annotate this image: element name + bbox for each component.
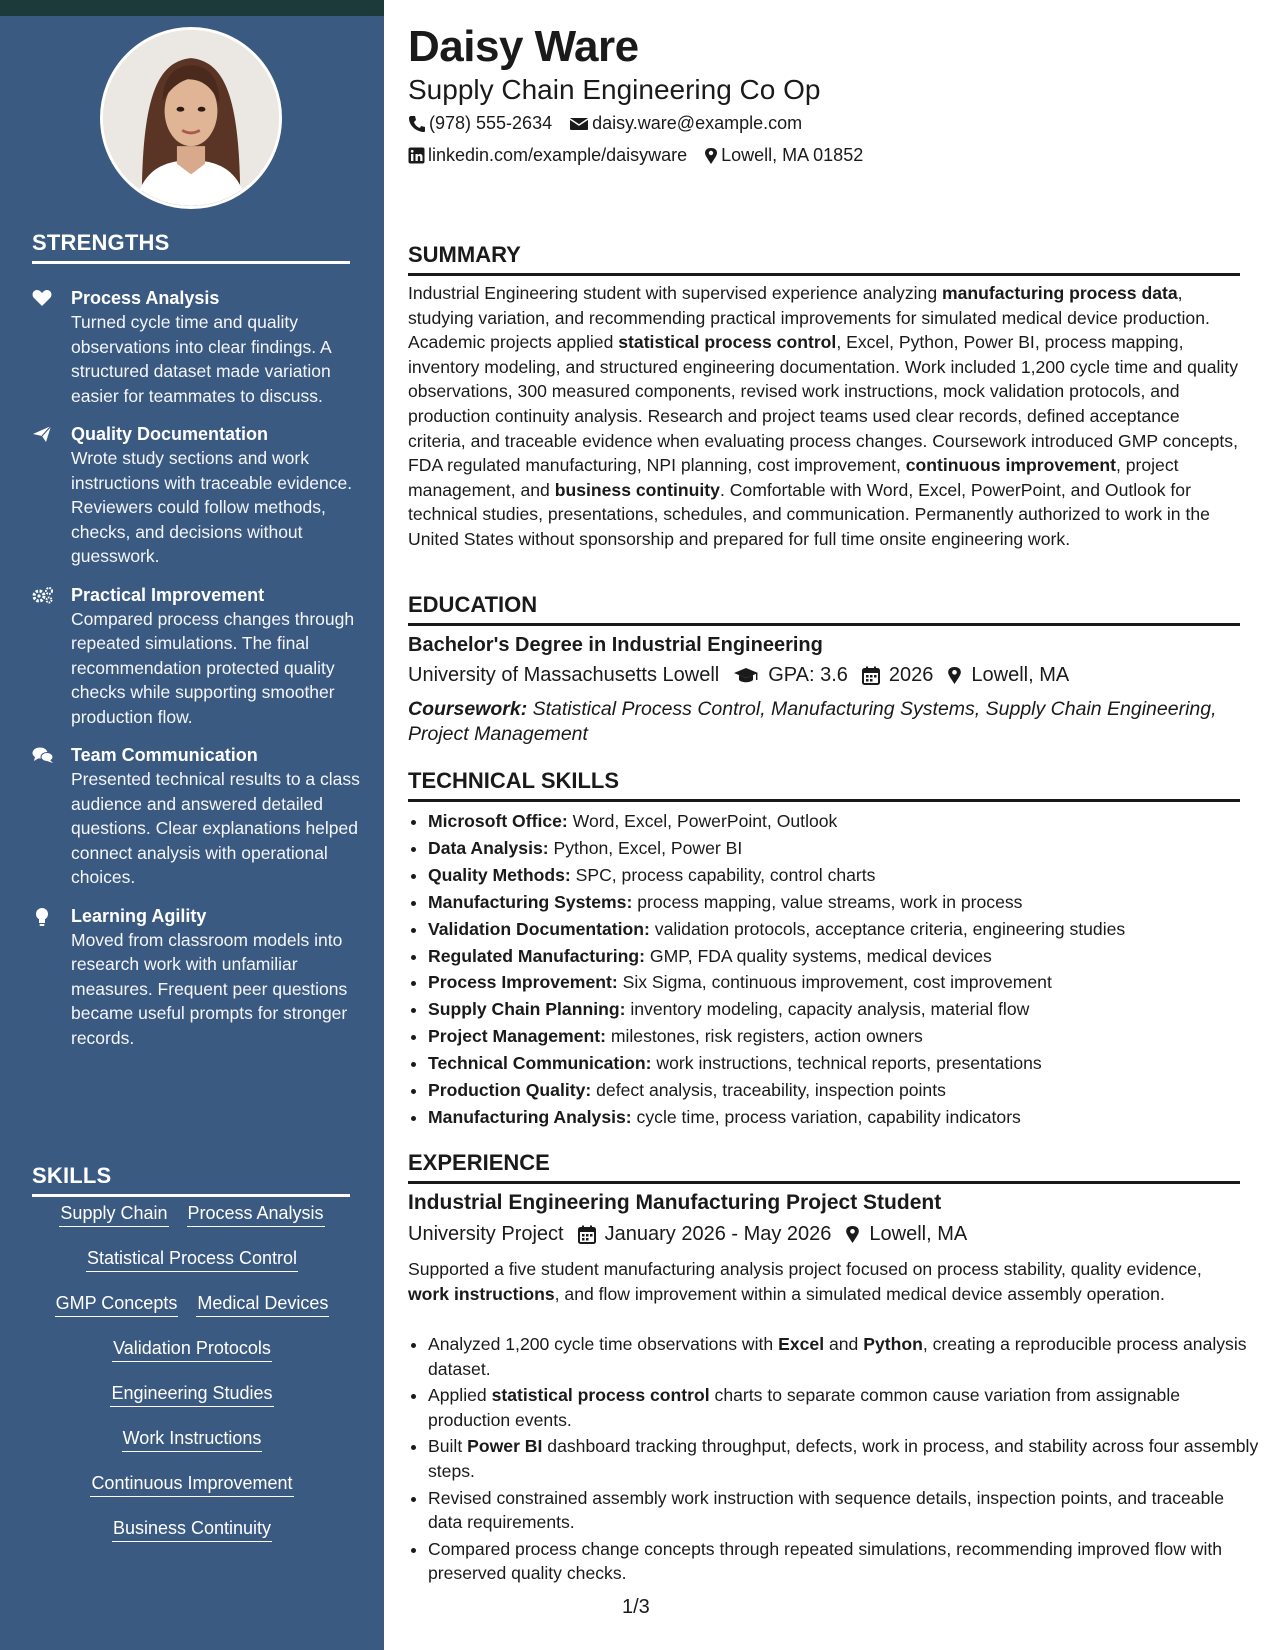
intro-text-run: , and flow improvement within a simulated medical device assembly operation. <box>554 1283 1165 1304</box>
skill-label: Validation Documentation: <box>428 918 650 939</box>
list-item: • Analyzed 1,200 cycle time observations with Excel and Python, creating a reproducible process analysis dataset. <box>428 1332 1260 1381</box>
list-item: • Compared process change concepts through repeated simulations, recommending improved flow with preserved quality checks. <box>428 1537 1260 1586</box>
skill-value: milestones, risk registers, action owners <box>605 1026 923 1047</box>
job-bullets <box>408 1332 1260 1588</box>
job-meta <box>408 1223 981 1246</box>
strength-title: Team Communication <box>71 745 258 765</box>
skill-chip: Work Instructions <box>122 1425 263 1452</box>
skill-value: Python, Excel, Power BI <box>548 837 743 858</box>
skill-label: Quality Methods: <box>428 864 571 885</box>
summary-text-run: Industrial Engineering student with supervised experience analyzing <box>408 283 942 303</box>
gears-icon <box>32 586 54 606</box>
skill-label: Manufacturing Systems: <box>428 891 633 912</box>
coursework-text <box>408 697 1240 747</box>
map-pin-icon <box>845 1225 860 1244</box>
strengths-list <box>30 286 360 1064</box>
education-meta <box>408 664 1083 687</box>
contact-line-2 <box>408 145 880 166</box>
skill-value: process mapping, value streams, work in process <box>632 891 1023 912</box>
strength-description: Moved from classroom models into research work with unfamiliar measures. Frequent peer questions became useful prompts for stronger records. <box>71 929 348 1048</box>
skill-chip: Medical Devices <box>196 1290 329 1317</box>
skill-value: defect analysis, traceability, inspection points <box>591 1080 946 1101</box>
intro-bold-run: work instructions <box>408 1283 555 1304</box>
strength-title: Quality Documentation <box>71 424 269 444</box>
envelope-icon <box>569 116 589 132</box>
skill-value: Six Sigma, continuous improvement, cost improvement <box>617 972 1052 993</box>
strength-item <box>30 422 360 569</box>
phone-icon <box>408 115 426 133</box>
graduation-cap-icon <box>733 667 759 685</box>
list-item <box>428 1023 1260 1050</box>
profile-photo <box>100 27 282 209</box>
job-dates: January 2026 - May 2026 <box>604 1223 832 1245</box>
summary-bold-run: statistical process control <box>618 332 837 353</box>
strengths-heading: STRENGTHS <box>32 230 350 264</box>
strength-description: Turned cycle time and quality observations into clear findings. A structured dataset made variation easier for teammates to discuss. <box>71 312 331 406</box>
skill-chip: Engineering Studies <box>110 1380 273 1407</box>
skill-label: Technical Communication: <box>428 1053 652 1074</box>
sidebar-top-band <box>0 0 384 16</box>
education-heading: EDUCATION <box>408 592 1240 626</box>
summary-bold-run: continuous improvement <box>905 455 1116 476</box>
summary-heading: SUMMARY <box>408 242 1240 276</box>
skills-cloud <box>20 1200 364 1560</box>
phone-text: (978) 555-2634 <box>429 113 553 133</box>
skill-value: GMP, FDA quality systems, medical devices <box>645 945 992 966</box>
summary-bold-run: manufacturing process data <box>942 283 1178 303</box>
list-item <box>428 969 1260 996</box>
summary-bold-run: business continuity <box>554 479 720 500</box>
skills-heading: SKILLS <box>32 1163 350 1197</box>
coursework-label: Coursework: <box>408 698 528 720</box>
list-item: • Applied statistical process control charts to separate common cause variation from assignable production events. <box>428 1383 1260 1432</box>
linkedin-text[interactable]: linkedin.com/example/daisyware <box>428 145 688 165</box>
skill-chip: Process Analysis <box>187 1200 325 1227</box>
school-name: University of Massachusetts Lowell <box>408 664 720 686</box>
skill-value: cycle time, process variation, capability indicators <box>631 1106 1021 1127</box>
list-item <box>428 889 1260 916</box>
experience-heading: EXPERIENCE <box>408 1150 1240 1184</box>
summary-text <box>408 281 1240 552</box>
summary-text-run: , Excel, Python, Power BI, process mapping, inventory modeling, and structured engineering documentation. Work included 1,200 cycle time and quality observations, 300 measured components, revised work instructions, mock validation protocols, and production continuity analysis. Research and project teams used clear records, defined acceptance criteria, and traceable evidence when evaluating process changes. Coursework introduced GMP concepts, FDA regulated manufacturing, NPI planning, cost improvement, <box>408 332 1238 476</box>
linkedin-icon <box>408 147 425 164</box>
email-text[interactable]: daisy.ware@example.com <box>592 113 803 133</box>
skill-label: Data Analysis: <box>428 837 549 858</box>
contact-line-1 <box>408 113 819 134</box>
intro-text-run: Supported a five student manufacturing analysis project focused on process stability, quality evidence, <box>408 1259 1202 1279</box>
list-item: • Revised constrained assembly work instruction with sequence details, inspection points, and traceable data requirements. <box>428 1486 1260 1535</box>
skill-chip: Supply Chain <box>59 1200 168 1227</box>
sidebar <box>0 0 384 1650</box>
coursework-list: Statistical Process Control, Manufacturing Systems, Supply Chain Engineering, Project Management <box>408 698 1217 745</box>
skill-value: inventory modeling, capacity analysis, material flow <box>625 999 1030 1020</box>
strength-title: Learning Agility <box>71 905 207 926</box>
strength-item <box>30 743 360 890</box>
portrait-image <box>103 30 279 206</box>
skill-chip: GMP Concepts <box>55 1290 179 1317</box>
skill-label: Process Improvement: <box>428 972 618 993</box>
calendar-icon <box>862 666 880 685</box>
strength-description: Compared process changes through repeated simulations. The final recommendation protected quality checks while supporting smoother production flow. <box>71 608 355 727</box>
list-item <box>428 1050 1260 1077</box>
skill-value: validation protocols, acceptance criteria, engineering studies <box>649 918 1126 939</box>
page-number: 1/3 <box>622 1596 650 1618</box>
list-item <box>428 862 1260 889</box>
list-item: • Built Power BI dashboard tracking throughput, defects, work in process, and stability across four assembly steps. <box>428 1434 1260 1483</box>
job-title: Industrial Engineering Manufacturing Project Student <box>408 1191 942 1214</box>
skill-label: Project Management: <box>428 1026 606 1047</box>
skill-chip: Statistical Process Control <box>86 1245 298 1272</box>
chat-bubbles-icon <box>32 746 54 766</box>
gpa-text: GPA: 3.6 <box>768 664 848 686</box>
summary-text-run: . Comfortable with Word, Excel, PowerPoint, and Outlook for technical studies, presentations, schedules, and communication. Permanently authorized to work in the United States without sponsorship and prepared for full time onsite engineering work. <box>408 479 1210 549</box>
graduation-year: 2026 <box>888 664 934 686</box>
list-item <box>428 943 1260 970</box>
strength-description: Wrote study sections and work instructions with traceable evidence. Reviewers could follow methods, checks, and decisions without guesswork. <box>71 448 353 566</box>
skill-label: Regulated Manufacturing: <box>428 945 645 966</box>
strength-item <box>30 904 360 1051</box>
strength-description: Presented technical results to a class audience and answered detailed questions. Clear explanations helped connect analysis with operational choices. <box>71 769 360 887</box>
technical-skills-heading: TECHNICAL SKILLS <box>408 768 1240 802</box>
strength-item <box>30 583 360 730</box>
candidate-name: Daisy Ware <box>408 22 639 71</box>
heart-icon <box>32 289 54 309</box>
skill-value: SPC, process capability, control charts <box>570 864 876 885</box>
calendar-icon <box>578 1225 596 1244</box>
paper-plane-icon <box>32 425 54 445</box>
phone-contact <box>408 113 552 134</box>
location-text: Lowell, MA 01852 <box>721 145 864 165</box>
list-item <box>428 996 1260 1023</box>
skill-chip: Validation Protocols <box>112 1335 272 1362</box>
email-contact[interactable] <box>569 113 802 134</box>
summary-text-run: , project management, and <box>408 455 1179 500</box>
skill-chip: Business Continuity <box>112 1515 272 1542</box>
map-pin-icon <box>947 666 962 685</box>
job-location: Lowell, MA <box>869 1223 968 1245</box>
skill-label: Manufacturing Analysis: <box>428 1106 632 1127</box>
summary-text-run: , studying variation, and recommending practical improvements for simulated medical device production. Academic projects applied <box>408 283 1210 353</box>
candidate-title: Supply Chain Engineering Co Op <box>408 74 821 105</box>
skill-label: Supply Chain Planning: <box>428 999 626 1020</box>
school-location: Lowell, MA <box>971 664 1070 686</box>
list-item <box>428 916 1260 943</box>
skill-label: Production Quality: <box>428 1080 592 1101</box>
location-contact <box>704 145 863 166</box>
list-item <box>428 808 1260 835</box>
list-item <box>428 835 1260 862</box>
skill-label: Microsoft Office: <box>428 811 568 831</box>
map-pin-icon <box>704 147 718 165</box>
lightbulb-icon <box>32 907 54 927</box>
strength-item <box>30 286 360 408</box>
skill-value: work instructions, technical reports, presentations <box>651 1053 1042 1074</box>
linkedin-contact[interactable] <box>408 145 687 166</box>
strength-title: Process Analysis <box>71 288 220 308</box>
list-item <box>428 1077 1260 1104</box>
skill-value: Word, Excel, PowerPoint, Outlook <box>567 811 838 831</box>
list-item <box>428 1104 1260 1131</box>
job-organization: University Project <box>408 1223 564 1245</box>
job-intro <box>408 1257 1240 1306</box>
degree-title: Bachelor's Degree in Industrial Engineering <box>408 634 823 656</box>
strength-title: Practical Improvement <box>71 584 265 605</box>
skill-chip: Continuous Improvement <box>90 1470 293 1497</box>
technical-skills-list <box>408 808 1260 1131</box>
